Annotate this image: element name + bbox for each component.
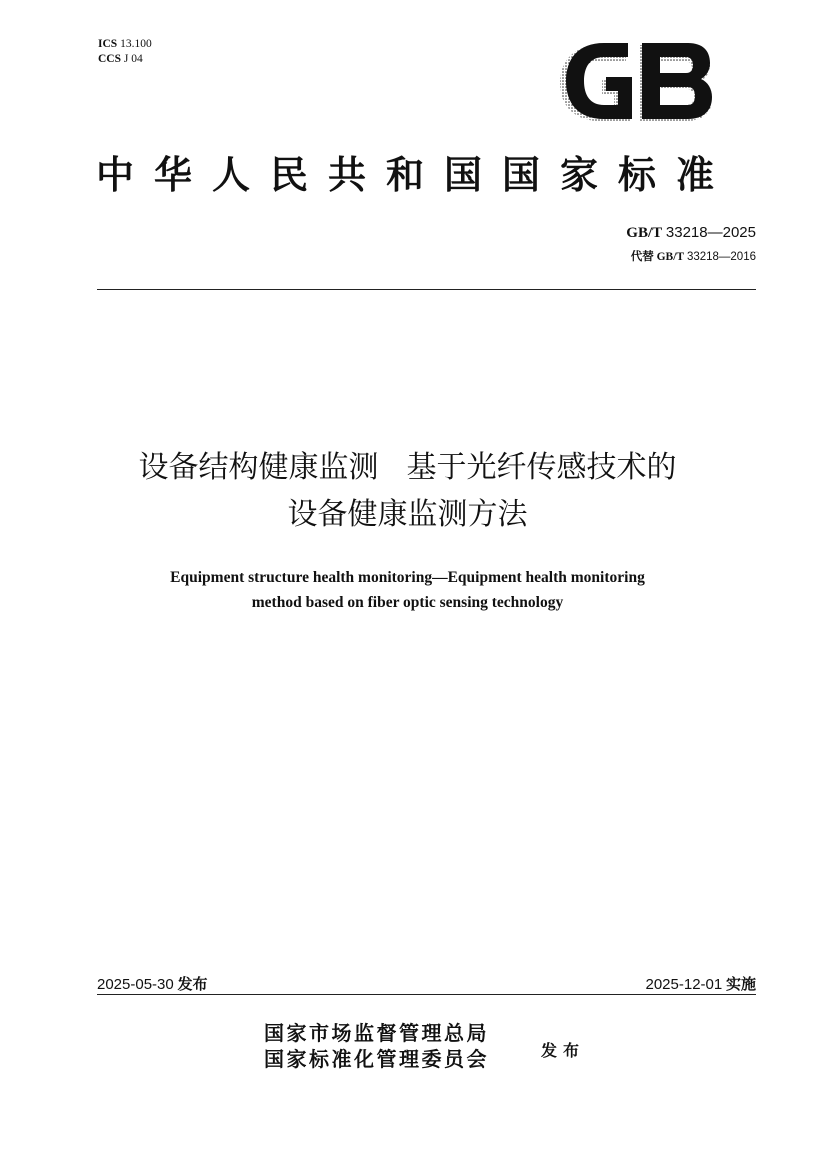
publish-date-label: 发布 xyxy=(177,975,208,993)
ccs-value: J 04 xyxy=(123,53,143,65)
replaces-number: 33218—2016 xyxy=(686,251,756,263)
publish-date xyxy=(97,973,208,994)
standard-number-value: 33218—2025 xyxy=(665,224,756,241)
implement-date-label: 实施 xyxy=(725,975,756,993)
english-title-line1: Equipment structure health monitoring—Equipment health monitoring xyxy=(170,569,645,586)
bottom-divider xyxy=(97,994,756,995)
gb-logo xyxy=(556,41,716,125)
replaces-code: GB/T xyxy=(656,251,685,263)
chinese-title-line1 xyxy=(60,444,755,491)
classification-codes xyxy=(98,37,152,67)
chinese-title-part2: 基于光纤传感技术的 xyxy=(406,450,677,485)
publish-date-value: 2025-05-30 xyxy=(97,976,174,993)
issue-label: 发布 xyxy=(541,1041,586,1060)
implement-date xyxy=(646,973,757,994)
standard-code: GB/T xyxy=(626,225,663,241)
ics-value: 13.100 xyxy=(120,38,152,50)
english-title xyxy=(60,565,755,615)
chinese-title-part1: 设备结构健康监测 xyxy=(138,450,379,485)
ccs-label: CCS xyxy=(98,53,122,65)
ics-line xyxy=(98,37,152,52)
issuer-samr: 国家市场监督管理总局 xyxy=(264,1021,489,1045)
standard-number xyxy=(626,224,756,242)
national-standard-title: 中华人民共和国国家标准 xyxy=(96,152,735,197)
issuer-sac: 国家标准化管理委员会 xyxy=(264,1047,489,1071)
ics-label: ICS xyxy=(98,38,118,50)
english-title-line2: method based on fiber optic sensing technology xyxy=(251,594,564,611)
chinese-title xyxy=(60,444,755,538)
replaces-standard xyxy=(631,248,756,264)
top-divider xyxy=(97,289,756,290)
chinese-title-line2: 设备健康监测方法 xyxy=(287,497,528,532)
issuing-authorities xyxy=(264,1020,489,1072)
ccs-line xyxy=(98,52,152,67)
implement-date-value: 2025-12-01 xyxy=(645,976,723,993)
replaces-label: 代替 xyxy=(630,249,654,263)
